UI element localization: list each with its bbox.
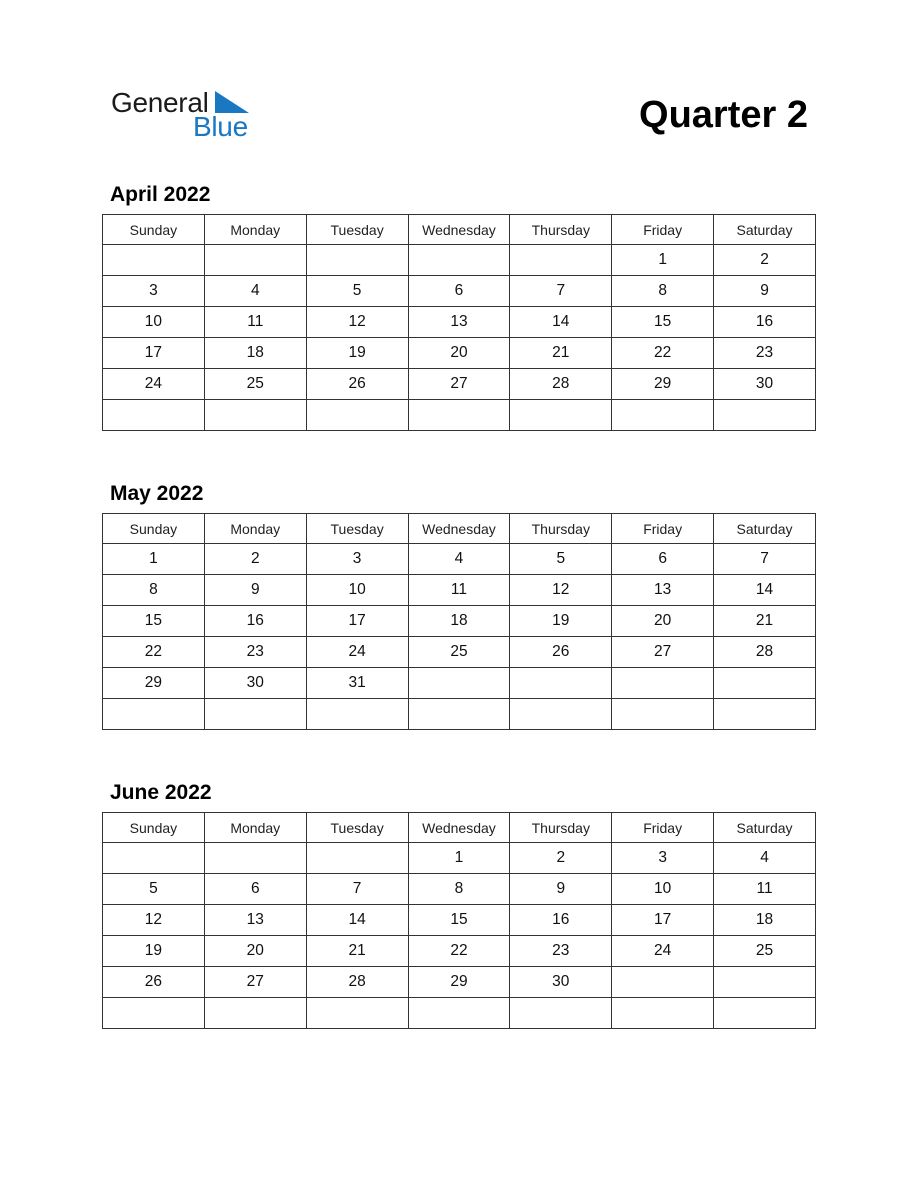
month-june: [102, 780, 816, 1029]
day-cell: 27: [408, 369, 510, 400]
day-cell: [306, 843, 408, 874]
day-cell: 9: [510, 874, 612, 905]
day-cell: 28: [714, 637, 816, 668]
day-cell: 23: [714, 338, 816, 369]
day-cell: 21: [510, 338, 612, 369]
weekday-header: Monday: [204, 215, 306, 245]
month-april: [102, 182, 816, 431]
day-cell: [103, 998, 205, 1029]
day-cell: 11: [204, 307, 306, 338]
week-row: [103, 245, 816, 276]
day-cell: 26: [510, 637, 612, 668]
day-cell: 15: [408, 905, 510, 936]
day-cell: 24: [306, 637, 408, 668]
day-cell: 12: [306, 307, 408, 338]
weekday-header: Friday: [612, 215, 714, 245]
day-cell: 13: [408, 307, 510, 338]
week-row: [103, 637, 816, 668]
day-cell: 22: [103, 637, 205, 668]
week-row: [103, 668, 816, 699]
day-cell: [408, 245, 510, 276]
week-row: [103, 544, 816, 575]
weekday-header-row: [103, 813, 816, 843]
weekday-header-row: [103, 215, 816, 245]
calendar-table: [102, 214, 816, 431]
day-cell: 17: [103, 338, 205, 369]
day-cell: [103, 699, 205, 730]
week-row: [103, 843, 816, 874]
day-cell: 6: [612, 544, 714, 575]
week-row: [103, 936, 816, 967]
day-cell: 12: [103, 905, 205, 936]
day-cell: [612, 967, 714, 998]
weekday-header: Saturday: [714, 514, 816, 544]
day-cell: 21: [306, 936, 408, 967]
week-row: [103, 400, 816, 431]
day-cell: 20: [204, 936, 306, 967]
day-cell: [612, 998, 714, 1029]
day-cell: 30: [510, 967, 612, 998]
day-cell: [612, 699, 714, 730]
weekday-header: Monday: [204, 813, 306, 843]
week-row: [103, 276, 816, 307]
day-cell: 16: [204, 606, 306, 637]
day-cell: 31: [306, 668, 408, 699]
logo-blue-text: Blue: [193, 111, 248, 142]
week-row: [103, 606, 816, 637]
weekday-header: Friday: [612, 813, 714, 843]
week-row: [103, 575, 816, 606]
day-cell: 22: [408, 936, 510, 967]
day-cell: [103, 843, 205, 874]
day-cell: 28: [306, 967, 408, 998]
day-cell: 10: [103, 307, 205, 338]
weekday-header: Thursday: [510, 514, 612, 544]
day-cell: 25: [204, 369, 306, 400]
weekday-header: Tuesday: [306, 514, 408, 544]
day-cell: 10: [306, 575, 408, 606]
day-cell: 13: [204, 905, 306, 936]
day-cell: 24: [612, 936, 714, 967]
day-cell: 27: [204, 967, 306, 998]
day-cell: 6: [204, 874, 306, 905]
day-cell: [510, 245, 612, 276]
day-cell: 16: [510, 905, 612, 936]
day-cell: 8: [103, 575, 205, 606]
day-cell: 23: [204, 637, 306, 668]
week-row: [103, 967, 816, 998]
day-cell: 26: [306, 369, 408, 400]
day-cell: [714, 668, 816, 699]
day-cell: 5: [510, 544, 612, 575]
day-cell: 19: [103, 936, 205, 967]
day-cell: 7: [714, 544, 816, 575]
day-cell: 25: [408, 637, 510, 668]
logo-general-text: General: [111, 87, 209, 118]
day-cell: 15: [612, 307, 714, 338]
day-cell: 19: [510, 606, 612, 637]
day-cell: 11: [408, 575, 510, 606]
day-cell: [103, 400, 205, 431]
day-cell: 5: [306, 276, 408, 307]
day-cell: 27: [612, 637, 714, 668]
week-row: [103, 699, 816, 730]
day-cell: 30: [204, 668, 306, 699]
day-cell: 29: [103, 668, 205, 699]
day-cell: [204, 998, 306, 1029]
day-cell: [714, 998, 816, 1029]
day-cell: 15: [103, 606, 205, 637]
day-cell: 21: [714, 606, 816, 637]
day-cell: 25: [714, 936, 816, 967]
week-row: [103, 905, 816, 936]
day-cell: [612, 668, 714, 699]
day-cell: [510, 998, 612, 1029]
weekday-header: Wednesday: [408, 215, 510, 245]
day-cell: 18: [204, 338, 306, 369]
day-cell: [510, 668, 612, 699]
day-cell: 7: [306, 874, 408, 905]
day-cell: 13: [612, 575, 714, 606]
day-cell: 5: [103, 874, 205, 905]
weekday-header: Monday: [204, 514, 306, 544]
weekday-header: Sunday: [103, 813, 205, 843]
weekday-header: Friday: [612, 514, 714, 544]
day-cell: 17: [612, 905, 714, 936]
day-cell: 29: [408, 967, 510, 998]
day-cell: [408, 699, 510, 730]
logo: [111, 88, 261, 140]
day-cell: 6: [408, 276, 510, 307]
calendar-table: [102, 812, 816, 1029]
day-cell: 14: [306, 905, 408, 936]
day-cell: 1: [408, 843, 510, 874]
day-cell: 9: [204, 575, 306, 606]
day-cell: 29: [612, 369, 714, 400]
day-cell: [204, 843, 306, 874]
day-cell: [510, 699, 612, 730]
month-title: April 2022: [110, 183, 211, 206]
day-cell: 14: [714, 575, 816, 606]
day-cell: 3: [103, 276, 205, 307]
day-cell: [204, 400, 306, 431]
day-cell: 2: [204, 544, 306, 575]
weekday-header: Sunday: [103, 514, 205, 544]
day-cell: 18: [714, 905, 816, 936]
page-title: Quarter 2: [639, 94, 808, 136]
day-cell: 3: [306, 544, 408, 575]
day-cell: [306, 998, 408, 1029]
weekday-header: Sunday: [103, 215, 205, 245]
day-cell: [510, 400, 612, 431]
day-cell: 11: [714, 874, 816, 905]
day-cell: [408, 668, 510, 699]
week-row: [103, 998, 816, 1029]
week-row: [103, 874, 816, 905]
day-cell: [612, 400, 714, 431]
weekday-header-row: [103, 514, 816, 544]
week-row: [103, 369, 816, 400]
day-cell: [714, 699, 816, 730]
weekday-header: Thursday: [510, 215, 612, 245]
logo-triangle-icon: [215, 91, 249, 113]
day-cell: 16: [714, 307, 816, 338]
day-cell: 4: [408, 544, 510, 575]
weekday-header: Saturday: [714, 813, 816, 843]
day-cell: 12: [510, 575, 612, 606]
day-cell: 1: [612, 245, 714, 276]
day-cell: 8: [612, 276, 714, 307]
month-title: June 2022: [110, 781, 212, 804]
day-cell: [714, 967, 816, 998]
day-cell: [714, 400, 816, 431]
day-cell: [103, 245, 205, 276]
weekday-header: Thursday: [510, 813, 612, 843]
day-cell: 20: [408, 338, 510, 369]
day-cell: 18: [408, 606, 510, 637]
day-cell: [204, 245, 306, 276]
day-cell: [408, 998, 510, 1029]
day-cell: [306, 245, 408, 276]
weekday-header: Wednesday: [408, 813, 510, 843]
weekday-header: Tuesday: [306, 813, 408, 843]
day-cell: 24: [103, 369, 205, 400]
day-cell: 7: [510, 276, 612, 307]
day-cell: [408, 400, 510, 431]
day-cell: 2: [510, 843, 612, 874]
day-cell: 3: [612, 843, 714, 874]
day-cell: 8: [408, 874, 510, 905]
day-cell: 30: [714, 369, 816, 400]
week-row: [103, 307, 816, 338]
day-cell: 10: [612, 874, 714, 905]
day-cell: 2: [714, 245, 816, 276]
day-cell: 4: [204, 276, 306, 307]
day-cell: [204, 699, 306, 730]
day-cell: 4: [714, 843, 816, 874]
day-cell: 19: [306, 338, 408, 369]
calendar-table: [102, 513, 816, 730]
day-cell: 14: [510, 307, 612, 338]
week-row: [103, 338, 816, 369]
day-cell: 26: [103, 967, 205, 998]
month-title: May 2022: [110, 482, 204, 505]
day-cell: 28: [510, 369, 612, 400]
day-cell: 9: [714, 276, 816, 307]
day-cell: 23: [510, 936, 612, 967]
month-may: [102, 481, 816, 730]
day-cell: 17: [306, 606, 408, 637]
day-cell: 22: [612, 338, 714, 369]
weekday-header: Wednesday: [408, 514, 510, 544]
day-cell: [306, 400, 408, 431]
day-cell: 1: [103, 544, 205, 575]
day-cell: [306, 699, 408, 730]
day-cell: 20: [612, 606, 714, 637]
weekday-header: Saturday: [714, 215, 816, 245]
weekday-header: Tuesday: [306, 215, 408, 245]
